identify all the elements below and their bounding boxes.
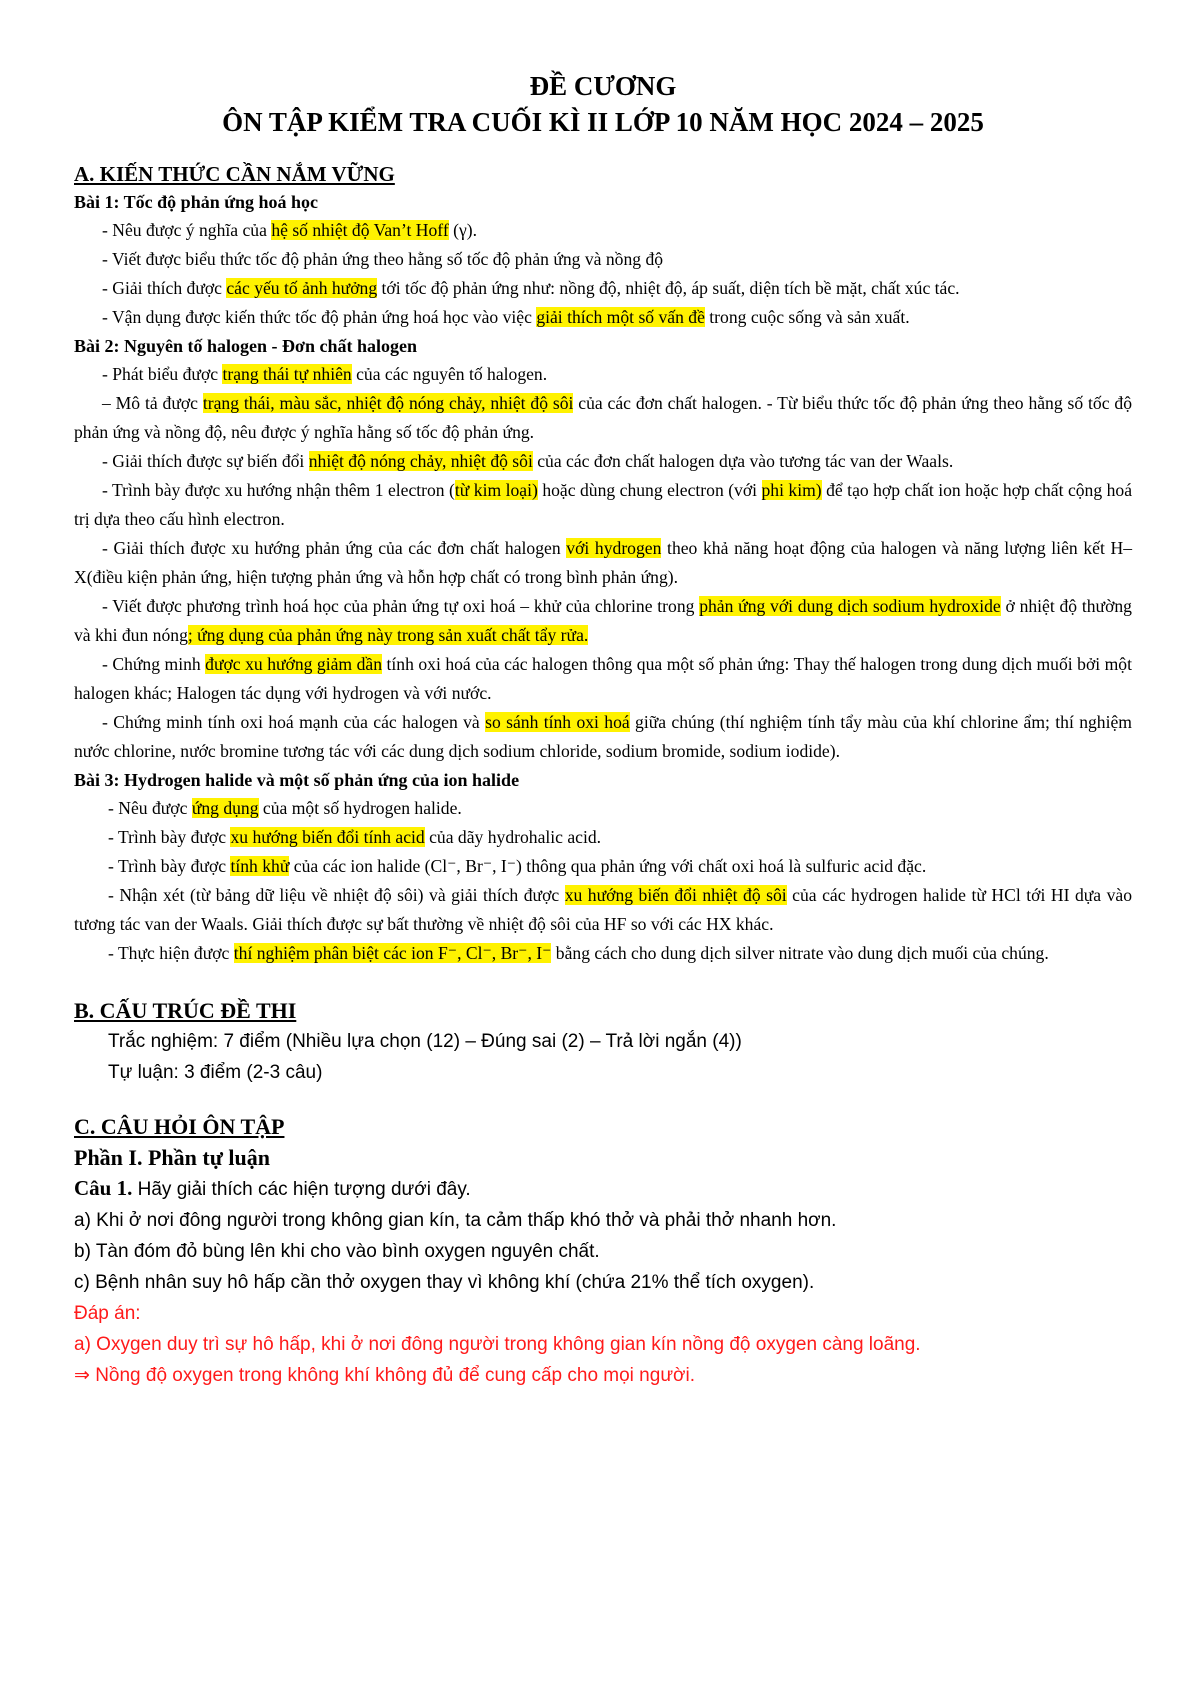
bullet-item	[74, 245, 1132, 274]
bullet-item	[74, 852, 1132, 881]
bullet-text: theo khả năng hoạt động của halogen và năng lượng liên kết H–X(điều kiện phản ứng, hiện tượng phản ứng và hỗn hợp chất có trong bình phản ứng).	[74, 538, 1132, 587]
question-1-text: Hãy giải thích các hiện tượng dưới đây.	[132, 1179, 471, 1200]
bullet-text: trong cuộc sống và sản xuất.	[704, 307, 910, 327]
question-1-label: Câu 1.	[74, 1176, 133, 1200]
bullet-text: hoặc dùng chung electron (với	[537, 480, 762, 500]
bullet-text: (γ).	[448, 220, 477, 240]
highlighted-text: so sánh tính oxi hoá	[485, 712, 630, 732]
highlighted-text: với hydrogen	[566, 538, 662, 558]
question-1	[74, 1173, 1132, 1205]
bullet-text: tính oxi hoá của các halogen thông qua một số phản ứng: Thay thế halogen trong dung dịch muối bởi một halogen khác; Halogen tác dụng với hydrogen và với nước.	[74, 654, 1132, 703]
bullet-text: của các ion halide (Cl⁻, Br⁻, I⁻) thông qua phản ứng với chất oxi hoá là sulfuric acid đặc.	[289, 856, 927, 876]
answer-label: Đáp án:	[74, 1303, 141, 1324]
bullet-item	[74, 389, 1132, 447]
highlighted-text: thí nghiệm phân biệt các ion F⁻, Cl⁻, Br⁻, I⁻	[233, 943, 552, 963]
question-1-a: a) Khi ở nơi đông người trong không gian kín, ta cảm thấp khó thở và phải thở nhanh hơn.	[74, 1210, 837, 1231]
bai1-list	[74, 216, 1132, 332]
question-1-b: b) Tàn đóm đỏ bùng lên khi cho vào bình oxygen nguyên chất.	[74, 1241, 600, 1262]
bullet-text: - Trình bày được xu hướng nhận thêm 1 electron (	[102, 480, 455, 500]
highlighted-text: ; ứng dụng của phản ứng này trong sản xuất chất tẩy rửa.	[187, 625, 589, 645]
bullet-text: của các nguyên tố halogen.	[351, 364, 548, 384]
bullet-item	[74, 534, 1132, 592]
bullet-text: - Trình bày được	[108, 856, 231, 876]
part-title: Phần I. Phần tự luận	[74, 1145, 270, 1170]
bullet-text: - Chứng minh tính oxi hoá mạnh của các halogen và	[102, 712, 486, 732]
bullet-text: ở nhiệt độ thường và khi đun nóng	[74, 596, 1132, 645]
bullet-text: - Giải thích được	[102, 278, 227, 298]
bullet-item	[74, 592, 1132, 650]
bullet-text: - Nêu được ý nghĩa của	[102, 220, 272, 240]
section-b-heading: B. CẤU TRÚC ĐỀ THI	[74, 998, 297, 1023]
highlighted-text: phi kim)	[761, 480, 822, 500]
bullet-text: để tạo hợp chất ion hoặc hợp chất cộng hoá trị dựa theo cấu hình electron.	[74, 480, 1133, 529]
bullet-text: - Nhận xét (từ bảng dữ liệu về nhiệt độ sôi) và giải thích được	[108, 885, 565, 905]
bullet-item	[74, 881, 1132, 939]
bullet-text: - Viết được phương trình hoá học của phản ứng tự oxi hoá – khử của chlorine trong	[102, 596, 700, 616]
bai3-title: Bài 3: Hydrogen halide và một số phản ứng của ion halide	[74, 770, 520, 790]
bullet-item	[74, 823, 1132, 852]
highlighted-text: tính khử	[230, 856, 290, 876]
bai2-list	[74, 360, 1132, 766]
question-1-c: c) Bệnh nhân suy hô hấp cần thở oxygen thay vì không khí (chứa 21% thể tích oxygen).	[74, 1272, 815, 1293]
bullet-text: - Thực hiện được	[108, 943, 234, 963]
highlighted-text: trạng thái, màu sắc, nhiệt độ nóng chảy, nhiệt độ sôi	[202, 393, 574, 413]
bullet-text: - Giải thích được xu hướng phản ứng của các đơn chất halogen	[102, 538, 567, 558]
bullet-text: - Trình bày được	[108, 827, 231, 847]
bullet-item	[74, 708, 1132, 766]
bai1-title: Bài 1: Tốc độ phản ứng hoá học	[74, 192, 319, 212]
bullet-text: – Mô tả được	[102, 393, 203, 413]
answer-a-conclusion: ⇒ Nồng độ oxygen trong không khí không đủ để cung cấp cho mọi người.	[74, 1365, 695, 1386]
highlighted-text: ứng dụng	[191, 798, 259, 818]
doc-title-line2: ÔN TẬP KIỂM TRA CUỐI KÌ II LỚP 10 NĂM HỌC 2024 – 2025	[222, 107, 984, 137]
answer-a: a) Oxygen duy trì sự hô hấp, khi ở nơi đông người trong không gian kín nồng độ oxygen càng loãng.	[74, 1334, 921, 1355]
highlighted-text: xu hướng biến đổi nhiệt độ sôi	[564, 885, 787, 905]
bullet-text: - Vận dụng được kiến thức tốc độ phản ứng hoá học vào việc	[102, 307, 537, 327]
bullet-text: của các hydrogen halide từ HCl tới HI dựa vào tương tác van der Waals. Giải thích được sự bất thường về nhiệt độ sôi của HF so với các HX khác.	[74, 885, 1132, 934]
highlighted-text: các yếu tố ảnh hưởng	[226, 278, 378, 298]
highlighted-text: nhiệt độ nóng chảy, nhiệt độ sôi	[308, 451, 533, 471]
bullet-item	[74, 650, 1132, 708]
highlighted-text: từ kim loại)	[454, 480, 538, 500]
bullet-text: của các đơn chất halogen. - Từ biểu thức tốc độ phản ứng theo hằng số tốc độ phản ứng và nồng độ, nêu được ý nghĩa hằng số tốc độ phản ứng.	[74, 393, 1132, 442]
bullet-text: - Chứng minh	[102, 654, 206, 674]
highlighted-text: trạng thái tự nhiên	[222, 364, 352, 384]
highlighted-text: được xu hướng giảm dần	[205, 654, 382, 674]
bullet-text: bằng cách cho dung dịch silver nitrate vào dung dịch muối của chúng.	[551, 943, 1049, 963]
highlighted-text: giải thích một số vấn đề	[536, 307, 705, 327]
bullet-item	[74, 216, 1132, 245]
section-a-heading: A. KIẾN THỨC CẦN NẮM VỮNG	[74, 162, 395, 186]
bullet-item	[74, 303, 1132, 332]
bullet-item	[74, 360, 1132, 389]
doc-title-line1: ĐỀ CƯƠNG	[529, 71, 677, 101]
section-c-heading: C. CÂU HỎI ÔN TẬP	[74, 1114, 285, 1139]
bullet-item	[74, 274, 1132, 303]
bullet-text: - Phát biểu được	[102, 364, 223, 384]
highlighted-text: xu hướng biến đổi tính acid	[230, 827, 425, 847]
bullet-text: của các đơn chất halogen dựa vào tương tác van der Waals.	[532, 451, 954, 471]
bullet-item	[74, 794, 1132, 823]
bullet-text: - Viết được biểu thức tốc độ phản ứng theo hằng số tốc độ phản ứng và nồng độ	[102, 249, 664, 269]
bullet-text: - Nêu được	[108, 798, 192, 818]
bullet-text: của dãy hydrohalic acid.	[424, 827, 602, 847]
bullet-item	[74, 476, 1132, 534]
bullet-text: - Giải thích được sự biến đổi	[102, 451, 309, 471]
bullet-item	[74, 447, 1132, 476]
bai2-title: Bài 2: Nguyên tố halogen - Đơn chất halogen	[74, 336, 417, 356]
highlighted-text: phản ứng với dung dịch sodium hydroxide	[699, 596, 1001, 616]
exam-structure-essay: Tự luận: 3 điểm (2-3 câu)	[108, 1062, 323, 1083]
highlighted-text: hệ số nhiệt độ Van’t Hoff	[271, 220, 449, 240]
bai3-list	[74, 794, 1132, 968]
bullet-text: giữa chúng (thí nghiệm tính tẩy màu của khí chlorine ẩm; thí nghiệm nước chlorine, nước bromine tương tác với các dung dịch sodium chloride, sodium bromide, sodium iodide).	[74, 712, 1132, 761]
bullet-text: của một số hydrogen halide.	[258, 798, 462, 818]
bullet-text: tới tốc độ phản ứng như: nồng độ, nhiệt độ, áp suất, diện tích bề mặt, chất xúc tác.	[377, 278, 960, 298]
bullet-item	[74, 939, 1132, 968]
exam-structure-mcq: Trắc nghiệm: 7 điểm (Nhiều lựa chọn (12) – Đúng sai (2) – Trả lời ngắn (4))	[108, 1031, 742, 1052]
